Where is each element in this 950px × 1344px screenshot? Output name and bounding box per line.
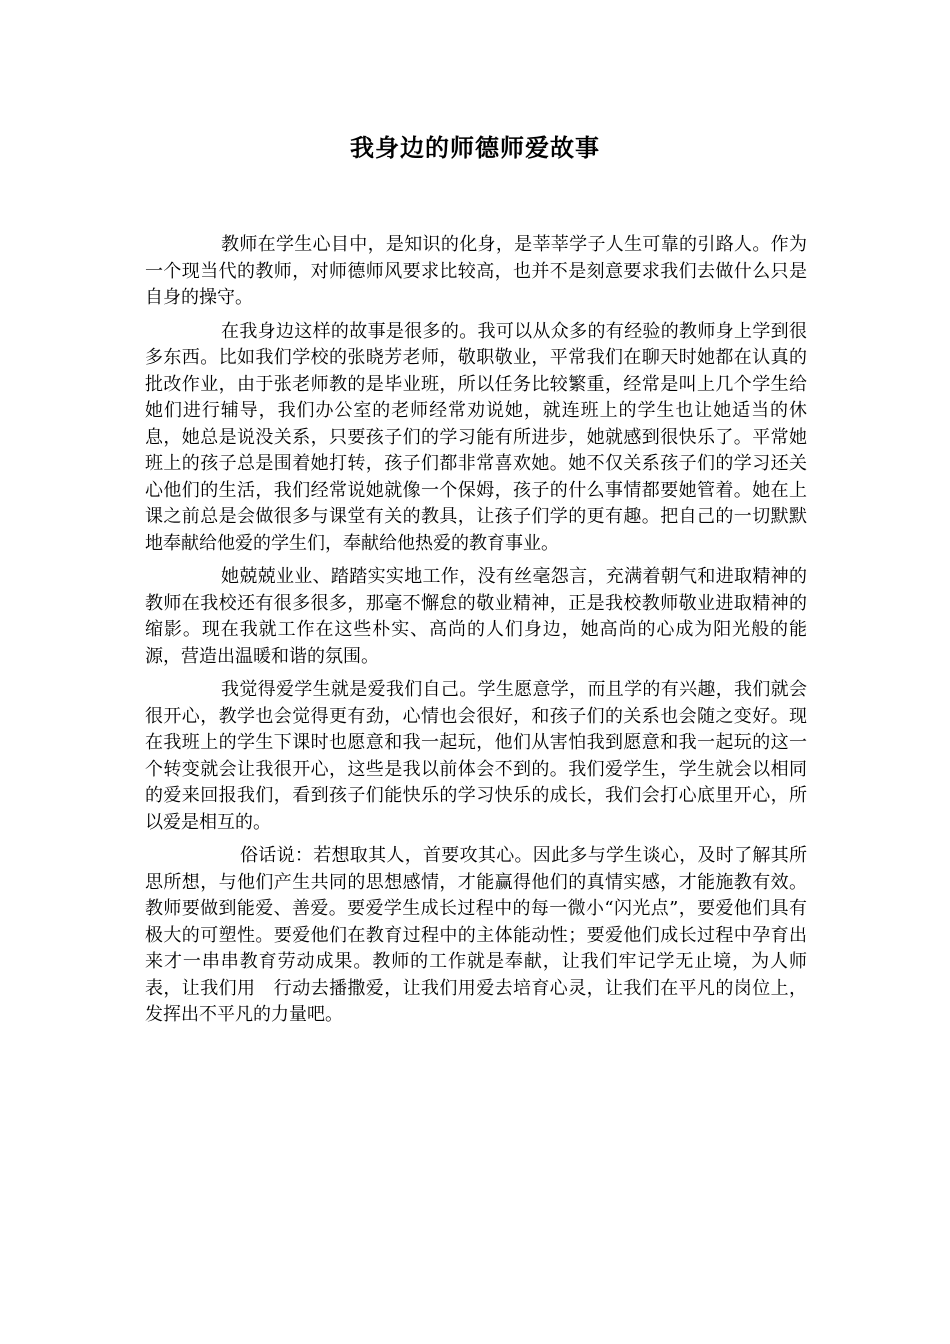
paragraph-4: 我觉得爱学生就是爱我们自己。学生愿意学，而且学的有兴趣，我们就会很开心，教学也会觉得更有劲，心情也会很好，和孩子们的关系也会随之变好。现在我班上的学生下课时也愿意和我一起玩，他们从害怕我到愿意和我一起玩的这一个转变就会让我很开心，这些是我以前体会不到的。我们爱学生，学生就会以相同的爱来回报我们，看到孩子们能快乐的学习快乐的成长，我们会打心底里开心，所以爱是相互的。: [145, 679, 807, 833]
paragraph-1: 教师在学生心目中，是知识的化身，是莘莘学子人生可靠的引路人。作为一个现当代的教师，对师德师风要求比较高，也并不是刻意要求我们去做什么只是自身的操守。: [145, 234, 807, 308]
paragraph-5: 俗话说：若想取其人，首要攻其心。因此多与学生谈心，及时了解其所思所想，与他们产生共同的思想感情，才能赢得他们的真情实感，才能施教有效。教师要做到能爱、善爱。要爱学生成长过程中的每一微小“闪光点”，要爱他们具有极大的可塑性。要爱他们在教育过程中的主体能动性；要爱他们成长过程中孕育出来才一串串教育劳动成果。教师的工作就是奉献，让我们牢记学无止境，为人师表，让我们用 行动去播撒爱，让我们用爱去培育心灵，让我们在平凡的岗位上，发挥出不平凡的力量吧。: [145, 845, 807, 1025]
paragraph-2: 在我身边这样的故事是很多的。我可以从众多的有经验的教师身上学到很多东西。比如我们学校的张晓芳老师，敬职敬业，平常我们在聊天时她都在认真的批改作业，由于张老师教的是毕业班，所以任务比较繁重，经常是叫上几个学生给她们进行辅导，我们办公室的老师经常劝说她，就连班上的学生也让她适当的休息，她总是说没关系，只要孩子们的学习能有所进步，她就感到很快乐了。平常她班上的孩子总是围着她打转，孩子们都非常喜欢她。她不仅关系孩子们的学习还关心他们的生活，我们经常说她就像一个保姆，孩子的什么事情都要她管着。她在上课之前总是会做很多与课堂有关的教具，让孩子们学的更有趣。把自己的一切默默地奉献给他爱的学生们，奉献给他热爱的教育事业。: [145, 320, 807, 554]
document-body: [145, 232, 807, 1036]
document-title: 我身边的师德师爱故事: [350, 133, 600, 162]
paragraph-3: 她兢兢业业、踏踏实实地工作，没有丝毫怨言，充满着朝气和进取精神的教师在我校还有很多很多，那毫不懈怠的敬业精神，正是我校教师敬业进取精神的缩影。现在我就工作在这些朴实、高尚的人们身边，她高尚的心成为阳光般的能源，营造出温暖和谐的氛围。: [145, 566, 807, 667]
